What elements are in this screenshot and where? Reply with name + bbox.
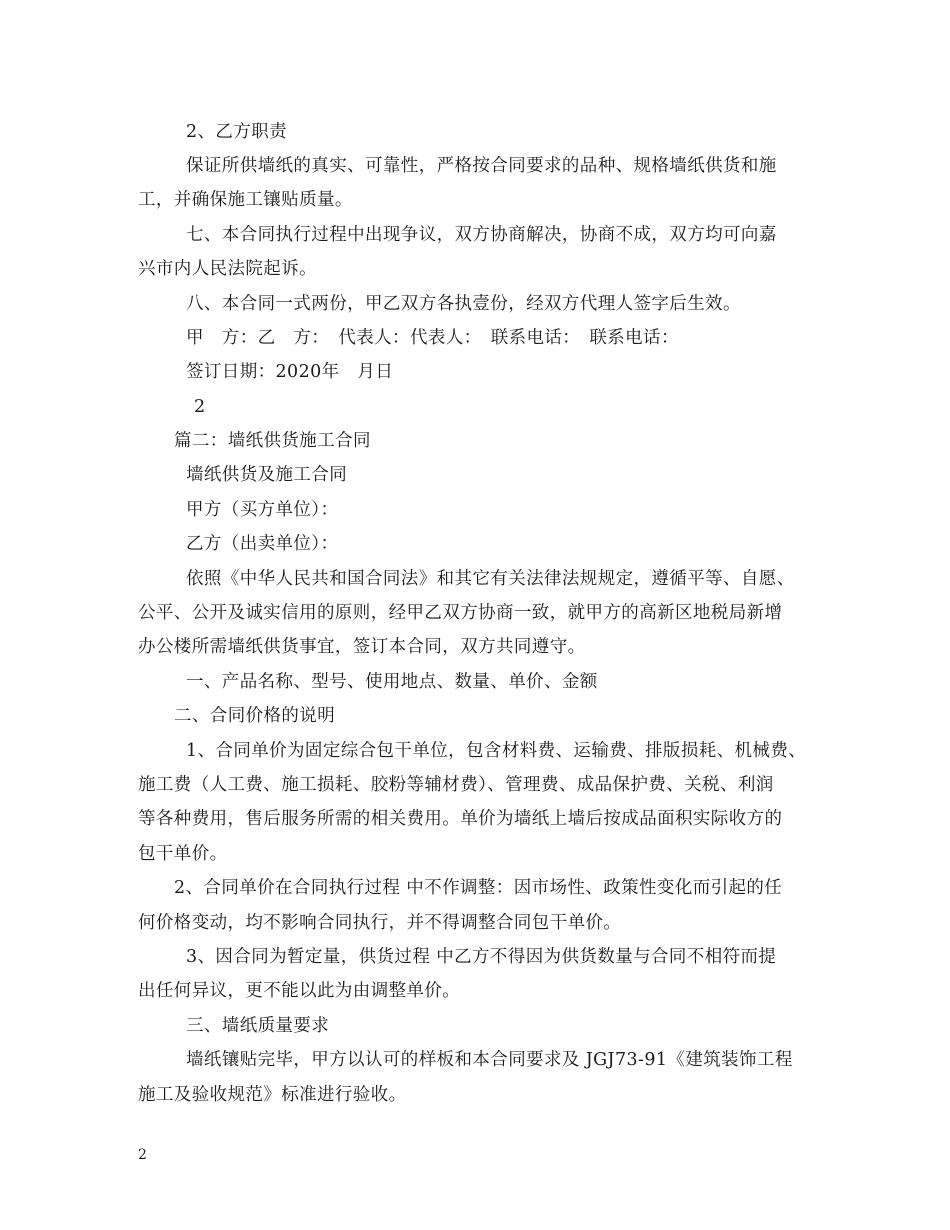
text-line: 七、本合同执行过程中出现争议，双方协商解决，协商不成，双方均可向嘉 (186, 225, 777, 245)
party-a-line: 甲方（买方单位）： (186, 500, 339, 520)
contract-title: 墙纸供货及施工合同 (186, 465, 348, 485)
text-line: 施工及验收规范》标准进行验收。 (138, 1085, 407, 1105)
text-line: 等各种费用，售后服务所需的相关费用。单价为墙纸上墙后按成品面积实际收方的 (138, 809, 783, 829)
party-b-line: 乙方（出卖单位）： (186, 534, 339, 554)
text-line: 1、合同单价为固定综合包干单位，包含材料费、运输费、排版损耗、机械费、 (186, 741, 807, 761)
inline-page-number: 2 (194, 397, 206, 417)
text-line: 公平、公开及诚实信用的原则，经甲乙双方协商一致，就甲方的高新区地税局新增 (138, 603, 783, 623)
text-line: 包干单价。 (138, 844, 228, 864)
clause-heading: 二、合同价格的说明 (174, 706, 336, 726)
footer-page-number: 2 (138, 1147, 147, 1163)
date-line: 签订日期：2020年 月日 (186, 362, 394, 382)
text-line: 依照《中华人民共和国合同法》和其它有关法律法规规定，遵循平等、自愿、 (186, 569, 795, 589)
clause-heading: 一、产品名称、型号、使用地点、数量、单价、金额 (186, 672, 598, 692)
text-line: 3、因合同为暂定量，供货过程 中乙方不得因为供货数量与合同不相符而提 (186, 947, 777, 967)
signature-line: 甲 方：乙 方： 代表人：代表人： 联系电话： 联系电话： (186, 328, 679, 348)
text-line: 2、乙方职责 (186, 122, 288, 142)
text-line: 出任何异议，更不能以此为由调整单价。 (138, 981, 461, 1001)
clause-heading: 三、墙纸质量要求 (186, 1016, 330, 1036)
text-line: 2、合同单价在合同执行过程 中不作调整：因市场性、政策性变化而引起的任 (174, 878, 783, 898)
text-line: 墙纸镶贴完毕，甲方以认可的样板和本合同要求及 JGJ73-91《建筑装饰工程 (186, 1050, 793, 1070)
text-line: 工，并确保施工镶贴质量。 (138, 190, 353, 210)
text-line: 办公楼所需墙纸供货事宜，签订本合同，双方共同遵守。 (138, 637, 586, 657)
text-line: 八、本合同一式两份，甲乙双方各执壹份，经双方代理人签字后生效。 (186, 294, 741, 314)
text-line: 保证所供墙纸的真实、可靠性，严格按合同要求的品种、规格墙纸供货和施 (186, 156, 777, 176)
section-heading: 篇二：墙纸供货施工合同 (174, 431, 371, 451)
text-line: 兴市内人民法院起诉。 (138, 259, 317, 279)
text-line: 施工费（人工费、施工损耗、胶粉等辅材费）、管理费、成品保护费、关税、利润 (138, 775, 774, 795)
text-line: 何价格变动，均不影响合同执行，并不得调整合同包干单价。 (138, 913, 622, 933)
